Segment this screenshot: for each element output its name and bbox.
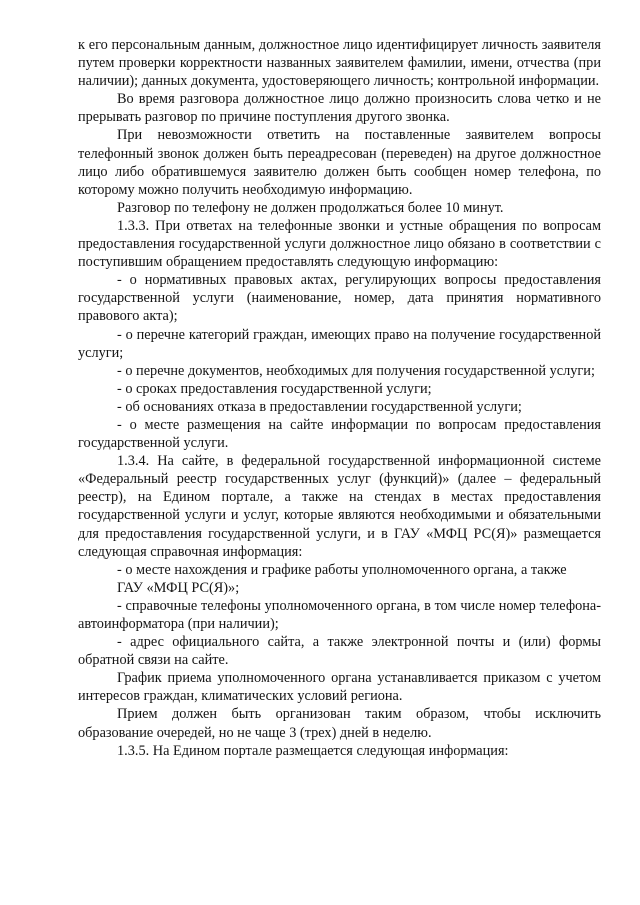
paragraph-personal-data-identification: к его персональным данным, должностное лицо идентифицирует личность заявителя путем проверки корректности названных заявителем фамилии, имени, отчества (при наличии); данных документа, удостоверяющего личность; контрольной информации.	[78, 37, 601, 90]
paragraph-call-duration: Разговор по телефону не должен продолжаться более 10 минут.	[117, 199, 504, 216]
paragraph-reception-organization: Прием должен быть организован таким образом, чтобы исключить образование очередей, но не чаще 3 (трех) дней в неделю.	[78, 706, 601, 741]
list-item-service-terms: - о сроках предоставления государственной услуги;	[117, 380, 432, 397]
list-item-location-schedule: - о месте нахождения и графике работы уполномоченного органа, а также	[117, 561, 567, 578]
list-item-normative-acts: - о нормативных правовых актах, регулирующих вопросы предоставления государственной услуги (наименование, номер, дата принятия нормативного правового акта);	[78, 272, 601, 325]
list-item-refusal-grounds: - об основаниях отказа в предоставлении государственной услуги;	[117, 398, 522, 415]
list-item-mfc-name: ГАУ «МФЦ РС(Я)»;	[117, 579, 240, 596]
list-item-site-placement: - о месте размещения на сайте информации по вопросам предоставления государственной услуги.	[78, 416, 601, 452]
list-item-website-email: - адрес официального сайта, а также электронной почты и (или) формы обратной связи на сайте.	[78, 634, 601, 669]
paragraph-section-1-3-4: 1.3.4. На сайте, в федеральной государственной информационной системе «Федеральный реестр государственных услуг (функций)» (далее – федеральный реестр), на Едином портале, а также на стендах в местах предоставления государственной услуги и услуг, которые являются необходимыми и обязательными для предоставления государственной услуги, и в ГАУ «МФЦ РС(Я)» размещается следующая справочная информация:	[78, 453, 601, 560]
paragraph-section-1-3-3: 1.3.3. При ответах на телефонные звонки и устные обращения по вопросам предоставления государственной услуги должностное лицо обязано в соответствии с поступившим обращением предоставлять следующую информацию:	[78, 217, 601, 271]
list-item-citizen-categories: - о перечне категорий граждан, имеющих право на получение государственной услуги;	[78, 326, 601, 361]
paragraph-speech-clarity: Во время разговора должностное лицо должно произносить слова четко и не прерывать разговор по причине поступления другого звонка.	[78, 91, 601, 126]
list-item-required-documents: - о перечне документов, необходимых для получения государственной услуги;	[117, 362, 595, 379]
document-body	[78, 36, 601, 760]
paragraph-reception-schedule: График приема уполномоченного органа устанавливается приказом с учетом интересов граждан, климатических условий региона.	[78, 670, 601, 705]
list-item-phone-numbers: - справочные телефоны уполномоченного органа, в том числе номер телефона-автоинформатора (при наличии);	[78, 597, 601, 632]
paragraph-section-1-3-5: 1.3.5. На Едином портале размещается следующая информация:	[117, 742, 509, 759]
paragraph-call-redirect: При невозможности ответить на поставленные заявителем вопросы телефонный звонок должен быть переадресован (переведен) на другое должностное лицо либо обратившемуся заявителю должен быть сообщен номер телефона, по которому можно получить необходимую информацию.	[78, 127, 601, 198]
